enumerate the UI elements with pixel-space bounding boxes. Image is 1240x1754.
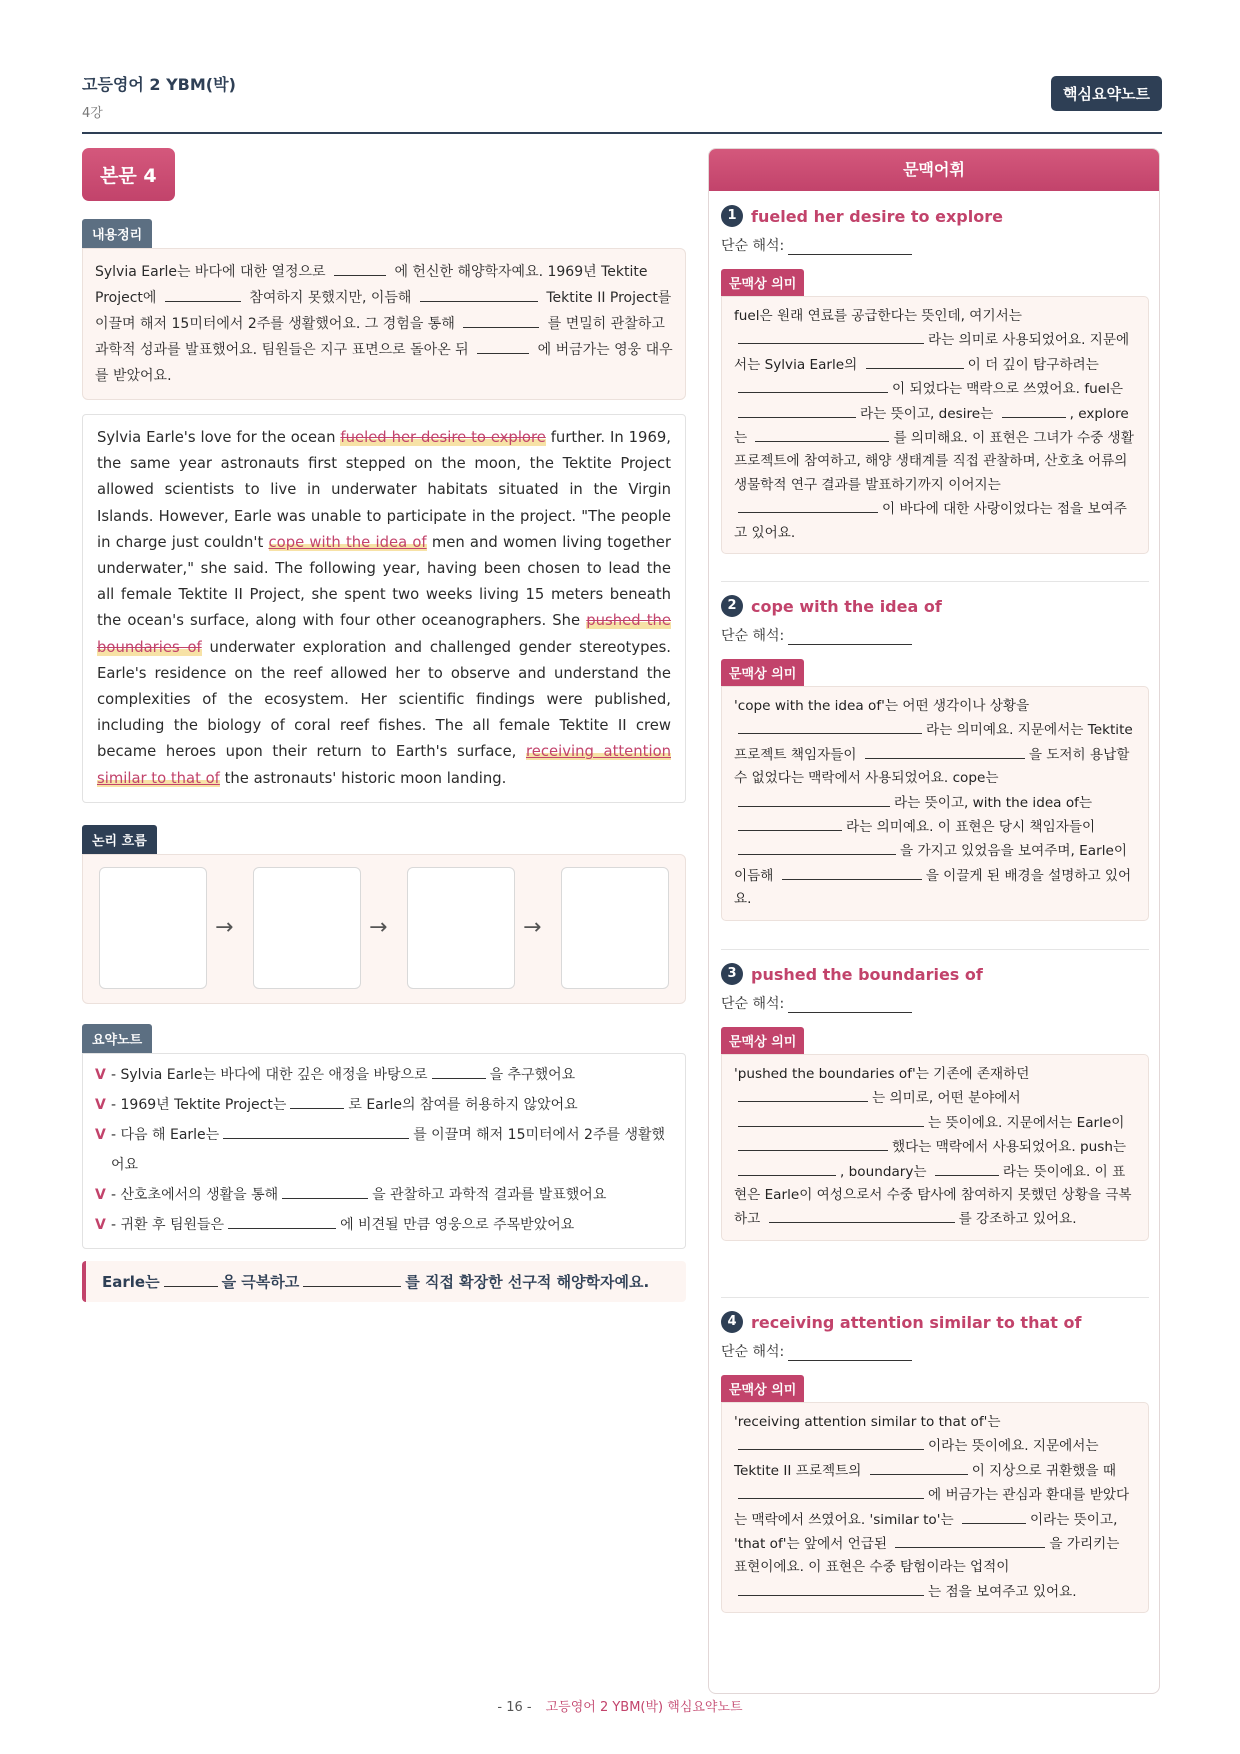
vocab-item-3 xyxy=(721,963,1149,1241)
arrow-right-icon: → xyxy=(215,914,234,940)
answer-blank[interactable] xyxy=(1002,402,1066,418)
flow-card[interactable] xyxy=(253,867,361,989)
logic-flow-box xyxy=(82,854,686,1004)
check-mark-icon: V xyxy=(95,1216,106,1233)
vocab-phrase: cope with the idea of xyxy=(751,596,942,616)
answer-blank[interactable] xyxy=(738,1580,924,1596)
item-number-badge: 1 xyxy=(721,205,743,227)
answer-blank[interactable] xyxy=(420,286,538,302)
highlight-phrase-3: pushed the boundaries of xyxy=(97,612,671,656)
highlight-phrase-1: fueled her desire to explore xyxy=(340,429,546,446)
arrow-right-icon: → xyxy=(369,914,388,940)
answer-blank[interactable] xyxy=(432,1063,486,1079)
simple-translation-blank[interactable] xyxy=(788,997,912,1013)
conclusion-text: 을 극복하고 xyxy=(221,1272,300,1291)
answer-blank[interactable] xyxy=(738,402,856,418)
note-text: 을 추구했어요 xyxy=(489,1066,576,1083)
answer-blank[interactable] xyxy=(895,1532,1045,1548)
answer-blank[interactable] xyxy=(866,353,964,369)
answer-blank[interactable] xyxy=(282,1183,368,1199)
note-item xyxy=(95,1120,673,1180)
simple-translation-label: 단순 해석: xyxy=(721,238,785,254)
passage-text: men and women living together underwater," she said. The following year, having been chosen to lead the all female Tektite II Project, she spent two weeks living 15 meters beneath the ocean's surface, along with four other oceanographers. She xyxy=(97,533,671,630)
summary-text: Sylvia Earle는 바다에 대한 열정으로 xyxy=(95,264,326,280)
note-text: 를 이끌며 해저 15미터에서 2주를 생활했어요 xyxy=(111,1126,666,1173)
item-number-badge: 4 xyxy=(721,1311,743,1333)
answer-blank[interactable] xyxy=(738,497,878,513)
flow-card[interactable] xyxy=(99,867,207,989)
simple-translation-label: 단순 해석: xyxy=(721,628,785,644)
passage-text: further. In 1969, the same year astronauts first stepped on the moon, the Tektite Project allowed scientists to live in underwater habitats situated in the Virgin Islands. However, Earle was unable to participate in the project. "The people in charge just couldn't xyxy=(97,429,671,551)
answer-blank[interactable] xyxy=(870,1459,968,1475)
passage-text: Sylvia Earle's love for the ocean xyxy=(97,429,341,446)
context-meaning-box: 'receiving attention similar to that of'는 이라는 뜻이에요. 지문에서는 Tektite II 프로젝트의 이 지상으로 귀환했을 때 에 버금가는 관심과 환대를 받았다는 맥락에서 쓰였어요. 'similar to'는 이라는 뜻이고, 'that of'는 앞에서 언급된 을 가리키는 표현이에요. 이 표현은 수중 탐험이라는 업적이 는 점을 보여주고 있어요. xyxy=(721,1402,1149,1613)
answer-blank[interactable] xyxy=(334,260,386,276)
check-mark-icon: V xyxy=(95,1096,106,1113)
answer-blank[interactable] xyxy=(164,1271,218,1287)
note-text: - 산호초에서의 생활을 통해 xyxy=(111,1186,279,1203)
check-mark-icon: V xyxy=(95,1186,106,1203)
vocab-item-4 xyxy=(721,1311,1149,1613)
answer-blank[interactable] xyxy=(738,1434,924,1450)
item-number-badge: 2 xyxy=(721,595,743,617)
simple-translation-blank[interactable] xyxy=(788,1345,912,1361)
conclusion-text: Earle는 xyxy=(102,1272,160,1291)
note-text: - Sylvia Earle는 바다에 대한 깊은 애정을 바탕으로 xyxy=(111,1066,428,1083)
summary-label: 내용정리 xyxy=(82,219,152,248)
answer-blank[interactable] xyxy=(935,1160,999,1176)
section-title: 본문 4 xyxy=(82,148,175,201)
answer-blank[interactable] xyxy=(962,1508,1026,1524)
arrow-right-icon: → xyxy=(523,914,542,940)
answer-blank[interactable] xyxy=(738,1111,924,1127)
left-column xyxy=(82,148,686,1302)
note-item xyxy=(95,1090,673,1120)
vocab-phrase: fueled her desire to explore xyxy=(751,206,1003,226)
divider xyxy=(721,1297,1149,1298)
answer-blank[interactable] xyxy=(228,1213,336,1229)
simple-translation-blank[interactable] xyxy=(788,239,912,255)
answer-blank[interactable] xyxy=(738,328,924,344)
context-meaning-label: 문맥상 의미 xyxy=(721,659,804,686)
note-text: - 다음 해 Earle는 xyxy=(111,1126,220,1143)
answer-blank[interactable] xyxy=(738,791,890,807)
answer-blank[interactable] xyxy=(738,718,922,734)
divider xyxy=(721,949,1149,950)
context-meaning-box: 'cope with the idea of'는 어떤 생각이나 상황을 라는 의미예요. 지문에서는 Tektite 프로젝트 책임자들이 을 도저히 용납할 수 없었다는 맥락에서 사용되었어요. cope는 라는 뜻이고, with the idea of는 라는 의미예요. 이 표현은 당시 책임자들이 을 가지고 있었음을 보여주며, Earle이 이듬해 을 이끌게 된 배경을 설명하고 있어요. xyxy=(721,686,1149,921)
answer-blank[interactable] xyxy=(165,286,241,302)
context-meaning-label: 문맥상 의미 xyxy=(721,1375,804,1402)
page-footer xyxy=(0,1696,1240,1715)
flow-card[interactable] xyxy=(561,867,669,989)
vocab-phrase: pushed the boundaries of xyxy=(751,964,983,984)
core-summary-badge: 핵심요약노트 xyxy=(1051,76,1162,111)
conclusion-text: 를 직접 확장한 선구적 해양학자예요. xyxy=(405,1272,650,1291)
answer-blank[interactable] xyxy=(738,815,842,831)
simple-translation-blank[interactable] xyxy=(788,629,912,645)
divider xyxy=(721,581,1149,582)
answer-blank[interactable] xyxy=(223,1123,409,1139)
note-text: 을 관찰하고 과학적 결과를 발표했어요 xyxy=(372,1186,607,1203)
context-meaning-label: 문맥상 의미 xyxy=(721,269,804,296)
answer-blank[interactable] xyxy=(290,1093,344,1109)
answer-blank[interactable] xyxy=(738,839,896,855)
note-item xyxy=(95,1210,673,1240)
reading-passage xyxy=(82,414,686,803)
page-header xyxy=(82,72,1162,134)
highlight-phrase-4: receiving attention similar to that of xyxy=(97,743,671,787)
logic-flow-label: 논리 흐름 xyxy=(82,825,157,854)
conclusion-box xyxy=(82,1261,686,1302)
context-meaning-box: 'pushed the boundaries of'는 기존에 존재하던 는 의미로, 어떤 분야에서 는 뜻이에요. 지문에서는 Earle이 했다는 맥락에서 사용되었어요. push는 , boundary는 라는 뜻이에요. 이 표현은 Earle이 여성으로서 수중 탐사에 참여하지 못했던 상황을 극복하고 를 강조하고 있어요. xyxy=(721,1054,1149,1241)
answer-blank[interactable] xyxy=(769,1207,955,1223)
simple-translation-label: 단순 해석: xyxy=(721,996,785,1012)
answer-blank[interactable] xyxy=(738,1135,888,1151)
context-meaning-box: fuel은 원래 연료를 공급한다는 뜻인데, 여기서는 라는 의미로 사용되었어요. 지문에서는 Sylvia Earle의 이 더 깊이 탐구하려는 이 되었다는 맥락으로 쓰였어요. fuel은 라는 뜻이고, desire는 , explore는 를 의미해요. 이 표현은 그녀가 수중 생활 프로젝트에 참여하고, 해양 생태계를 직접 관찰하며, 산호초 어류의 생물학적 연구 결과를 발표하기까지 이어지는 이 바다에 대한 사랑이었다는 점을 보여주고 있어요. xyxy=(721,296,1149,554)
page-number: - 16 - xyxy=(497,1700,532,1715)
simple-translation-label: 단순 해석: xyxy=(721,1344,785,1360)
highlight-phrase-2: cope with the idea of xyxy=(268,533,427,551)
answer-blank[interactable] xyxy=(738,1483,924,1499)
answer-blank[interactable] xyxy=(738,1160,836,1176)
note-item xyxy=(95,1180,673,1210)
vocab-item-1 xyxy=(721,205,1149,554)
check-mark-icon: V xyxy=(95,1066,106,1083)
summary-text: 에 버금가는 영웅 대우를 받았어요. xyxy=(95,342,673,384)
summary-text: 에 헌신한 해양학자예요. 1969년 Tektite Project에 xyxy=(95,264,648,306)
answer-blank[interactable] xyxy=(738,377,888,393)
summary-text: Tektite II Project를 이끌며 해저 15미터에서 2주를 생활했어요. 그 경험을 통해 xyxy=(95,290,672,332)
answer-blank[interactable] xyxy=(303,1271,401,1287)
notes-label: 요약노트 xyxy=(82,1024,152,1053)
flow-card[interactable] xyxy=(407,867,515,989)
summary-text: 참여하지 못했지만, 이듬해 xyxy=(249,290,412,306)
summary-notes xyxy=(82,1053,686,1249)
book-title: 고등영어 2 YBM(박) xyxy=(82,75,236,94)
passage-text: the astronauts' historic moon landing. xyxy=(219,769,507,787)
vocabulary-title: 문맥어휘 xyxy=(709,149,1159,191)
answer-blank[interactable] xyxy=(463,312,539,328)
answer-blank[interactable] xyxy=(738,1086,868,1102)
summary-box xyxy=(82,248,686,400)
note-item xyxy=(95,1060,673,1090)
chapter-label: 4강 xyxy=(82,106,103,121)
answer-blank[interactable] xyxy=(755,426,889,442)
answer-blank[interactable] xyxy=(477,338,529,354)
item-number-badge: 3 xyxy=(721,963,743,985)
summary-text: 를 면밀히 관찰하고 과학적 성과를 발표했어요. 팀원들은 지구 표면으로 돌아온 뒤 xyxy=(95,316,665,358)
note-text: 로 Earle의 참여를 허용하지 않았어요 xyxy=(348,1096,578,1113)
note-text: - 귀환 후 팀원들은 xyxy=(111,1216,225,1233)
context-meaning-label: 문맥상 의미 xyxy=(721,1027,804,1054)
vocabulary-panel xyxy=(708,148,1160,1694)
passage-text: underwater exploration and challenged gender stereotypes. Earle's residence on the reef allowed her to observe and understand the complexities of the ecosystem. Her scientific findings were published, including the biology of coral reef fishes. The all female Tektite II crew became heroes upon their return to Earth's surface, xyxy=(97,638,672,761)
vocab-phrase: receiving attention similar to that of xyxy=(751,1312,1082,1332)
answer-blank[interactable] xyxy=(865,743,1025,759)
answer-blank[interactable] xyxy=(782,864,922,880)
vocab-item-2 xyxy=(721,595,1149,921)
note-text: - 1969년 Tektite Project는 xyxy=(111,1096,287,1113)
check-mark-icon: V xyxy=(95,1126,106,1143)
footer-title: 고등영어 2 YBM(박) 핵심요약노트 xyxy=(545,1700,743,1715)
note-text: 에 비견될 만큼 영웅으로 주목받았어요 xyxy=(340,1216,575,1233)
